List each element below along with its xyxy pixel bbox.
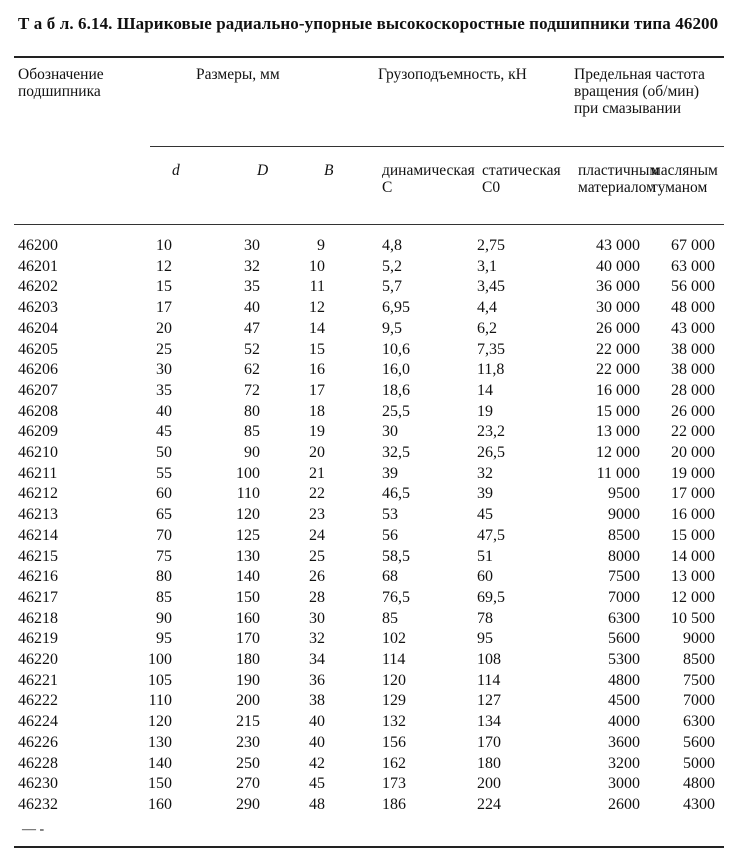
D-header: D (257, 162, 269, 179)
static-cell: 78 (477, 609, 493, 627)
B-cell: 18 (309, 402, 325, 420)
B-cell: 21 (309, 464, 325, 482)
dynamic-cell: 76,5 (382, 588, 410, 606)
table-row (0, 650, 745, 671)
dynamic-cell: 46,5 (382, 485, 410, 503)
D-cell: 47 (244, 319, 260, 337)
table-row (0, 464, 745, 485)
d-cell: 95 (156, 630, 172, 648)
B-cell: 9 (317, 237, 325, 254)
static-cell: 39 (477, 485, 493, 503)
B-cell: 48 (309, 795, 325, 813)
B-cell: 10 (309, 257, 325, 275)
D-cell: 290 (236, 795, 260, 813)
liquid-speed-cell: 63 000 (671, 257, 715, 275)
d-cell: 90 (156, 609, 172, 627)
dynamic-cell: 85 (382, 609, 398, 627)
d-cell: 45 (156, 423, 172, 441)
D-cell: 32 (244, 257, 260, 275)
plastic-speed-cell: 5600 (608, 630, 640, 648)
table-row (0, 319, 745, 340)
dynamic-cell: 186 (382, 795, 406, 813)
static-cell: 19 (477, 402, 493, 420)
subheader-rule (150, 146, 724, 147)
D-cell: 80 (244, 402, 260, 420)
designation-cell: 46215 (18, 547, 58, 565)
static-cell: 47,5 (477, 526, 505, 544)
B-cell: 40 (309, 713, 325, 731)
liquid-speed-cell: 43 000 (671, 319, 715, 337)
d-cell: 100 (148, 651, 172, 668)
liquid-speed-cell: 22 000 (671, 423, 715, 441)
dynamic-cell: 39 (382, 464, 398, 482)
D-cell: 40 (244, 299, 260, 317)
liquid-speed-cell: 56 000 (671, 278, 715, 296)
static-header: статическая C0 (482, 162, 561, 196)
static-cell: 134 (477, 713, 501, 731)
table-row (0, 629, 745, 650)
designation-cell: 46224 (18, 713, 58, 731)
dynamic-cell: 102 (382, 630, 406, 648)
D-cell: 215 (236, 713, 260, 731)
table-row (0, 277, 745, 298)
B-cell: 22 (309, 485, 325, 503)
plastic-speed-cell: 7000 (608, 588, 640, 606)
liquid-speed-cell: 4800 (683, 775, 715, 793)
static-cell: 23,2 (477, 423, 505, 441)
designation-cell: 46209 (18, 423, 58, 441)
static-cell: 114 (477, 671, 501, 689)
bottom-rule (14, 846, 724, 848)
static-cell: 32 (477, 464, 493, 482)
static-cell: 224 (477, 795, 501, 813)
designation-cell: 46205 (18, 340, 58, 358)
liquid-speed-cell: 19 000 (671, 464, 715, 482)
D-cell: 150 (236, 588, 260, 606)
designation-cell: 46217 (18, 588, 58, 606)
static-cell: 14 (477, 381, 493, 399)
speed-header: Предельная частота вращения (об/мин) при смазывании (574, 66, 705, 117)
liquid-speed-cell: 8500 (683, 651, 715, 668)
d-cell: 20 (156, 319, 172, 337)
table-row (0, 257, 745, 278)
liquid-speed-cell: 7000 (683, 692, 715, 710)
liquid-speed-cell: 26 000 (671, 402, 715, 420)
B-cell: 42 (309, 754, 325, 772)
table-row (0, 443, 745, 464)
table-row (0, 547, 745, 568)
static-cell: 45 (477, 506, 493, 524)
static-cell: 127 (477, 692, 501, 710)
static-cell: 95 (477, 630, 493, 648)
static-cell: 7,35 (477, 340, 505, 358)
D-cell: 35 (244, 278, 260, 296)
designation-cell: 46210 (18, 444, 58, 461)
plastic-speed-cell: 7500 (608, 568, 640, 586)
dynamic-cell: 5,2 (382, 257, 402, 275)
D-cell: 30 (244, 237, 260, 254)
designation-cell: 46211 (18, 464, 58, 482)
plastic-speed-cell: 4000 (608, 713, 640, 731)
B-cell: 20 (309, 444, 325, 461)
B-cell: 15 (309, 340, 325, 358)
plastic-speed-cell: 9000 (608, 506, 640, 524)
D-cell: 100 (236, 464, 260, 482)
d-cell: 120 (148, 713, 172, 731)
table-caption: Т а б л. 6.14. Шариковые радиально-упорные высокоскоростные подшипники типа 46200 (18, 14, 719, 33)
d-cell: 65 (156, 506, 172, 524)
B-header: B (324, 162, 334, 179)
table-row (0, 712, 745, 733)
designation-cell: 46218 (18, 609, 58, 627)
D-cell: 250 (236, 754, 260, 772)
liquid-speed-cell: 9000 (683, 630, 715, 648)
plastic-speed-cell: 40 000 (596, 257, 640, 275)
table-row (0, 567, 745, 588)
D-cell: 125 (236, 526, 260, 544)
static-cell: 170 (477, 733, 501, 751)
D-cell: 160 (236, 609, 260, 627)
plastic-speed-cell: 22 000 (596, 340, 640, 358)
plastic-speed-cell: 8000 (608, 547, 640, 565)
static-cell: 26,5 (477, 444, 505, 461)
table-row (0, 360, 745, 381)
liquid-speed-cell: 20 000 (671, 444, 715, 461)
dynamic-cell: 53 (382, 506, 398, 524)
d-cell: 35 (156, 381, 172, 399)
designation-cell: 46230 (18, 775, 58, 793)
designation-cell: 46213 (18, 506, 58, 524)
dimensions-header: Размеры, мм (196, 66, 280, 83)
B-cell: 32 (309, 630, 325, 648)
liquid-speed-cell: 7500 (683, 671, 715, 689)
B-cell: 11 (309, 278, 325, 296)
static-cell: 4,4 (477, 299, 497, 317)
liquid-speed-cell: 16 000 (671, 506, 715, 524)
table-row (0, 340, 745, 361)
d-cell: 55 (156, 464, 172, 482)
d-cell: 40 (156, 402, 172, 420)
designation-cell: 46208 (18, 402, 58, 420)
liquid-speed-cell: 14 000 (671, 547, 715, 565)
plastic-speed-cell: 30 000 (596, 299, 640, 317)
plastic-speed-cell: 36 000 (596, 278, 640, 296)
B-cell: 12 (309, 299, 325, 317)
B-cell: 45 (309, 775, 325, 793)
designation-cell: 46221 (18, 671, 58, 689)
dynamic-cell: 5,7 (382, 278, 402, 296)
plastic-speed-cell: 16 000 (596, 381, 640, 399)
table-row (0, 484, 745, 505)
table-row (0, 298, 745, 319)
designation-cell: 46220 (18, 651, 58, 668)
plastic-header: пластичным материалом (578, 162, 660, 196)
B-cell: 26 (309, 568, 325, 586)
B-cell: 34 (309, 651, 325, 668)
D-cell: 110 (236, 485, 260, 503)
static-cell: 2,75 (477, 237, 505, 254)
liquid-speed-cell: 15 000 (671, 526, 715, 544)
table-row (0, 588, 745, 609)
plastic-speed-cell: 3600 (608, 733, 640, 751)
d-cell: 160 (148, 795, 172, 813)
footnote-mark: — - (22, 822, 45, 837)
d-cell: 130 (148, 733, 172, 751)
plastic-speed-cell: 2600 (608, 795, 640, 813)
dynamic-cell: 56 (382, 526, 398, 544)
plastic-speed-cell: 26 000 (596, 319, 640, 337)
D-cell: 85 (244, 423, 260, 441)
table-row (0, 754, 745, 775)
d-cell: 10 (156, 237, 172, 254)
plastic-speed-cell: 3200 (608, 754, 640, 772)
designation-cell: 46204 (18, 319, 58, 337)
dynamic-cell: 16,0 (382, 361, 410, 379)
table-row (0, 733, 745, 754)
liquid-speed-cell: 4300 (683, 795, 715, 813)
dynamic-cell: 18,6 (382, 381, 410, 399)
table-row (0, 795, 745, 816)
static-cell: 3,45 (477, 278, 505, 296)
D-cell: 230 (236, 733, 260, 751)
D-cell: 90 (244, 444, 260, 461)
B-cell: 30 (309, 609, 325, 627)
B-cell: 23 (309, 506, 325, 524)
designation-cell: 46228 (18, 754, 58, 772)
designation-cell: 46206 (18, 361, 58, 379)
static-cell: 180 (477, 754, 501, 772)
D-cell: 180 (236, 651, 260, 668)
B-cell: 14 (309, 319, 325, 337)
D-cell: 72 (244, 381, 260, 399)
plastic-speed-cell: 15 000 (596, 402, 640, 420)
static-cell: 6,2 (477, 319, 497, 337)
static-cell: 69,5 (477, 588, 505, 606)
B-cell: 28 (309, 588, 325, 606)
dynamic-cell: 25,5 (382, 402, 410, 420)
B-cell: 38 (309, 692, 325, 710)
d-cell: 105 (148, 671, 172, 689)
table-row (0, 422, 745, 443)
plastic-speed-cell: 12 000 (596, 444, 640, 461)
D-cell: 200 (236, 692, 260, 710)
plastic-speed-cell: 22 000 (596, 361, 640, 379)
designation-cell: 46222 (18, 692, 58, 710)
B-cell: 36 (309, 671, 325, 689)
liquid-speed-cell: 10 500 (671, 609, 715, 627)
plastic-speed-cell: 11 000 (596, 464, 640, 482)
D-cell: 190 (236, 671, 260, 689)
table-row (0, 505, 745, 526)
designation-header: Обозначение подшипника (18, 66, 104, 100)
d-cell: 15 (156, 278, 172, 296)
dynamic-cell: 58,5 (382, 547, 410, 565)
B-cell: 25 (309, 547, 325, 565)
d-cell: 140 (148, 754, 172, 772)
table-row (0, 381, 745, 402)
table-row (0, 691, 745, 712)
dynamic-cell: 114 (382, 651, 406, 668)
static-cell: 60 (477, 568, 493, 586)
designation-cell: 46202 (18, 278, 58, 296)
liquid-speed-cell: 12 000 (671, 588, 715, 606)
d-cell: 25 (156, 340, 172, 358)
table-row (0, 609, 745, 630)
liquid-speed-cell: 48 000 (671, 299, 715, 317)
top-rule (14, 56, 724, 58)
dynamic-cell: 68 (382, 568, 398, 586)
table-row (0, 671, 745, 692)
B-cell: 40 (309, 733, 325, 751)
d-cell: 75 (156, 547, 172, 565)
designation-cell: 46216 (18, 568, 58, 586)
plastic-speed-cell: 4800 (608, 671, 640, 689)
capacity-header: Грузоподъемность, кН (378, 66, 527, 83)
dynamic-cell: 10,6 (382, 340, 410, 358)
liquid-speed-cell: 67 000 (671, 237, 715, 254)
plastic-speed-cell: 13 000 (596, 423, 640, 441)
dynamic-cell: 132 (382, 713, 406, 731)
D-cell: 140 (236, 568, 260, 586)
d-cell: 70 (156, 526, 172, 544)
dynamic-cell: 4,8 (382, 237, 402, 254)
designation-cell: 46212 (18, 485, 58, 503)
designation-cell: 46201 (18, 257, 58, 275)
table-row (0, 526, 745, 547)
static-cell: 200 (477, 775, 501, 793)
table-row (0, 774, 745, 795)
liquid-speed-cell: 13 000 (671, 568, 715, 586)
designation-cell: 46207 (18, 381, 58, 399)
d-cell: 50 (156, 444, 172, 461)
D-cell: 120 (236, 506, 260, 524)
liquid-speed-cell: 38 000 (671, 361, 715, 379)
liquid-speed-cell: 28 000 (671, 381, 715, 399)
plastic-speed-cell: 6300 (608, 609, 640, 627)
D-cell: 52 (244, 340, 260, 358)
table-row (0, 236, 745, 257)
d-cell: 150 (148, 775, 172, 793)
table-row (0, 402, 745, 423)
d-cell: 30 (156, 361, 172, 379)
liquid-speed-cell: 5000 (683, 754, 715, 772)
dynamic-cell: 162 (382, 754, 406, 772)
static-cell: 108 (477, 651, 501, 668)
d-cell: 85 (156, 588, 172, 606)
dynamic-cell: 32,5 (382, 444, 410, 461)
B-cell: 16 (309, 361, 325, 379)
B-cell: 24 (309, 526, 325, 544)
liquid-speed-cell: 5600 (683, 733, 715, 751)
designation-cell: 46219 (18, 630, 58, 648)
D-cell: 270 (236, 775, 260, 793)
designation-cell: 46200 (18, 237, 58, 254)
plastic-speed-cell: 43 000 (596, 237, 640, 254)
designation-cell: 46214 (18, 526, 58, 544)
static-cell: 51 (477, 547, 493, 565)
D-cell: 130 (236, 547, 260, 565)
static-cell: 3,1 (477, 257, 497, 275)
liquid-speed-cell: 6300 (683, 713, 715, 731)
dynamic-cell: 156 (382, 733, 406, 751)
D-cell: 62 (244, 361, 260, 379)
designation-cell: 46203 (18, 299, 58, 317)
dynamic-header: динамическая C (382, 162, 475, 196)
d-cell: 80 (156, 568, 172, 586)
dynamic-cell: 129 (382, 692, 406, 710)
designation-cell: 46226 (18, 733, 58, 751)
header-bottom-rule (14, 224, 724, 225)
d-cell: 12 (156, 257, 172, 275)
static-cell: 11,8 (477, 361, 505, 379)
plastic-speed-cell: 8500 (608, 526, 640, 544)
dynamic-cell: 9,5 (382, 319, 402, 337)
liquid-speed-cell: 17 000 (671, 485, 715, 503)
dynamic-cell: 30 (382, 423, 398, 441)
B-cell: 19 (309, 423, 325, 441)
liquid-speed-cell: 38 000 (671, 340, 715, 358)
D-cell: 170 (236, 630, 260, 648)
liquid-header: масляным туманом (651, 162, 718, 196)
d-cell: 110 (148, 692, 172, 710)
plastic-speed-cell: 3000 (608, 775, 640, 793)
dynamic-cell: 120 (382, 671, 406, 689)
plastic-speed-cell: 9500 (608, 485, 640, 503)
plastic-speed-cell: 5300 (608, 651, 640, 668)
d-cell: 60 (156, 485, 172, 503)
dynamic-cell: 173 (382, 775, 406, 793)
d-cell: 17 (156, 299, 172, 317)
dynamic-cell: 6,95 (382, 299, 410, 317)
designation-cell: 46232 (18, 795, 58, 813)
d-header: d (172, 162, 180, 179)
B-cell: 17 (309, 381, 325, 399)
plastic-speed-cell: 4500 (608, 692, 640, 710)
